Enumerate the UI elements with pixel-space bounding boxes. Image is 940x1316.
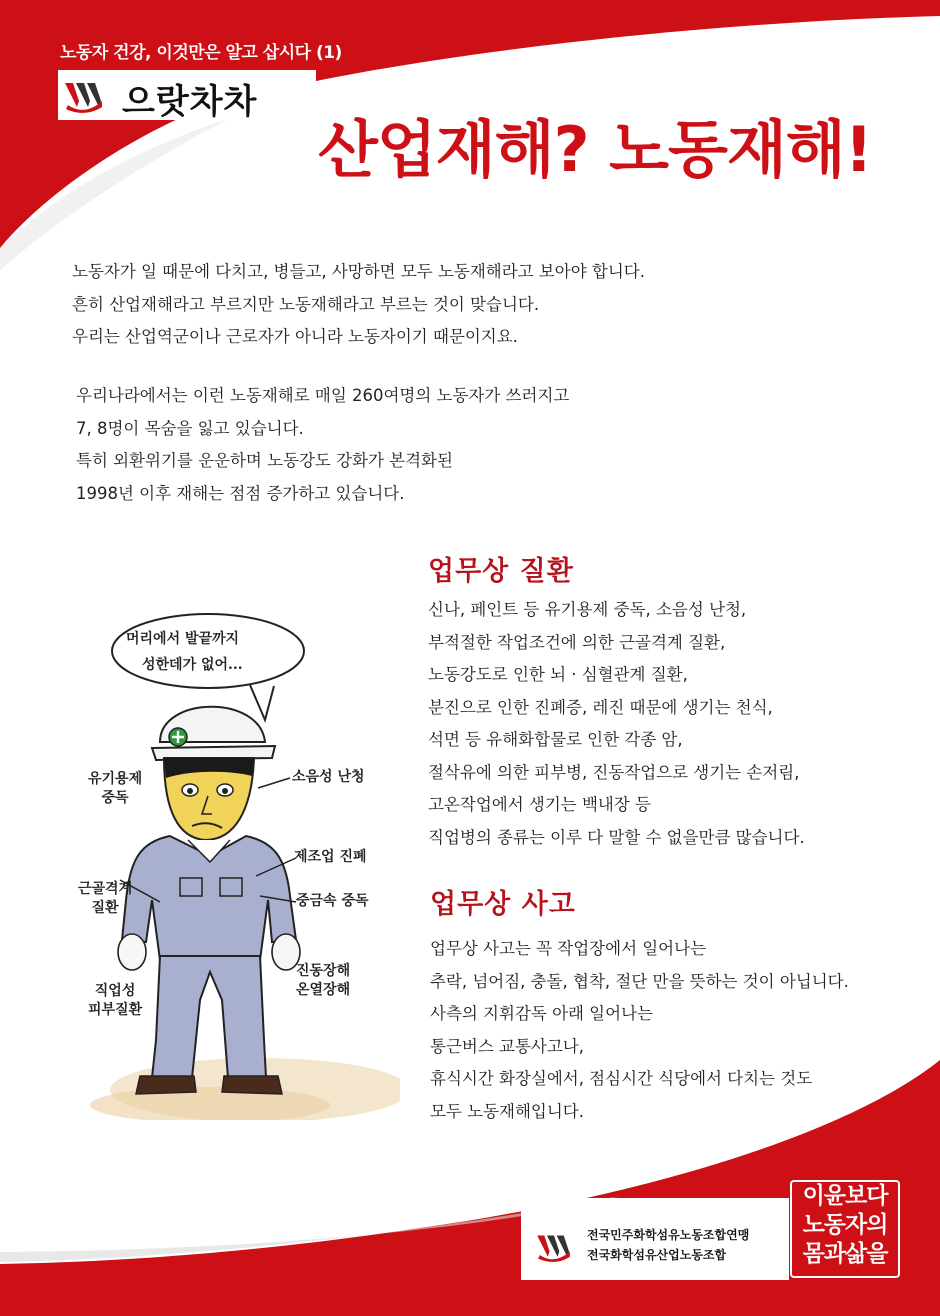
disease-line: 노동강도로 인한 뇌 · 심혈관계 질환, [428, 665, 688, 684]
label-noise-hearing-loss: 소음성 난청 [292, 769, 365, 785]
statistics-line: 우리나라에서는 이런 노동재해로 매일 260여명의 노동자가 쓰러지고 [76, 386, 570, 405]
speech-line: 머리에서 발끝까지 [126, 631, 240, 647]
disease-line: 신나, 페인트 등 유기용제 중독, 소음성 난청, [428, 600, 747, 619]
label-solvent-poisoning: 유기용제 중독 [88, 771, 143, 806]
speech-bubble [108, 610, 308, 692]
accident-line: 통근버스 교통사고나, [430, 1036, 584, 1056]
brand-title: 으랏차차 [122, 82, 258, 122]
page-title: 산업재해? 노동재해! [318, 113, 872, 186]
speech-line: 성한데가 없어... [142, 657, 243, 673]
disease-line: 고온작업에서 생기는 백내장 등 [428, 795, 651, 814]
organization-name-union: 전국화학섬유산업노동조합 [587, 1248, 727, 1262]
series-subtitle: 노동자 건강, 이것만은 알고 삽시다 (1) [60, 43, 342, 63]
slogan-line: 노동자의 [802, 1212, 888, 1238]
organization-name-federation: 전국민주화학섬유노동조합연맹 [587, 1228, 750, 1242]
accident-line: 추락, 넘어짐, 충돌, 협착, 절단 만을 뜻하는 것이 아닙니다. [430, 971, 849, 991]
disease-line: 분진으로 인한 진폐증, 레진 때문에 생기는 천식, [428, 697, 773, 717]
statistics-line: 특히 외환위기를 운운하며 노동강도 강화가 본격화된 [76, 451, 453, 470]
brand-banner [58, 70, 316, 120]
union-logo-icon [64, 79, 104, 113]
intro-line: 노동자가 일 때문에 다치고, 병들고, 사망하면 모두 노동재해라고 보아야 합니다. [72, 262, 645, 281]
section-title-accident: 업무상 사고 [430, 889, 576, 920]
disease-line: 석면 등 유해화합물로 인한 각종 암, [428, 730, 683, 749]
slogan-line: 몸과삶을 [802, 1241, 888, 1267]
statistics-paragraph [76, 380, 569, 510]
label-skin-disease: 직업성 피부질환 [88, 983, 143, 1018]
label-vibration-heat: 진동장해 온열장해 [296, 963, 351, 998]
disease-line: 부적절한 작업조건에 의한 근골격계 질환, [428, 632, 726, 652]
statistics-line: 7, 8명이 목숨을 잃고 있습니다. [76, 418, 304, 438]
label-pneumoconiosis: 제조업 진폐 [294, 849, 367, 865]
label-heavy-metal: 중금속 중독 [296, 893, 369, 909]
slogan-stamp [790, 1180, 900, 1278]
disease-line: 직업병의 종류는 이루 다 말할 수 없을만큼 많습니다. [428, 827, 805, 847]
union-logo-icon [535, 1232, 573, 1262]
intro-paragraph [72, 256, 645, 354]
slogan-line: 이윤보다 [802, 1183, 888, 1209]
accident-line: 사측의 지휘감독 아래 일어나는 [430, 1004, 653, 1023]
disease-text [428, 594, 805, 854]
accident-line: 업무상 사고는 꼭 작업장에서 일어나는 [430, 939, 707, 958]
accident-line: 휴식시간 화장실에서, 점심시간 식당에서 다치는 것도 [430, 1069, 813, 1088]
disease-line: 절삭유에 의한 피부병, 진동작업으로 생기는 손저림, [428, 762, 800, 782]
label-musculoskeletal: 근골격계 질환 [78, 881, 133, 916]
accident-text [430, 933, 849, 1128]
statistics-line: 1998년 이후 재해는 점점 증가하고 있습니다. [76, 483, 405, 503]
intro-line: 흔히 산업재해라고 부르지만 노동재해라고 부르는 것이 맞습니다. [72, 294, 540, 314]
accident-line: 모두 노동재해입니다. [430, 1101, 584, 1121]
organization-box [521, 1198, 789, 1280]
intro-line: 우리는 산업역군이나 근로자가 아니라 노동자이기 때문이지요. [72, 327, 518, 346]
section-title-disease: 업무상 질환 [428, 556, 574, 587]
